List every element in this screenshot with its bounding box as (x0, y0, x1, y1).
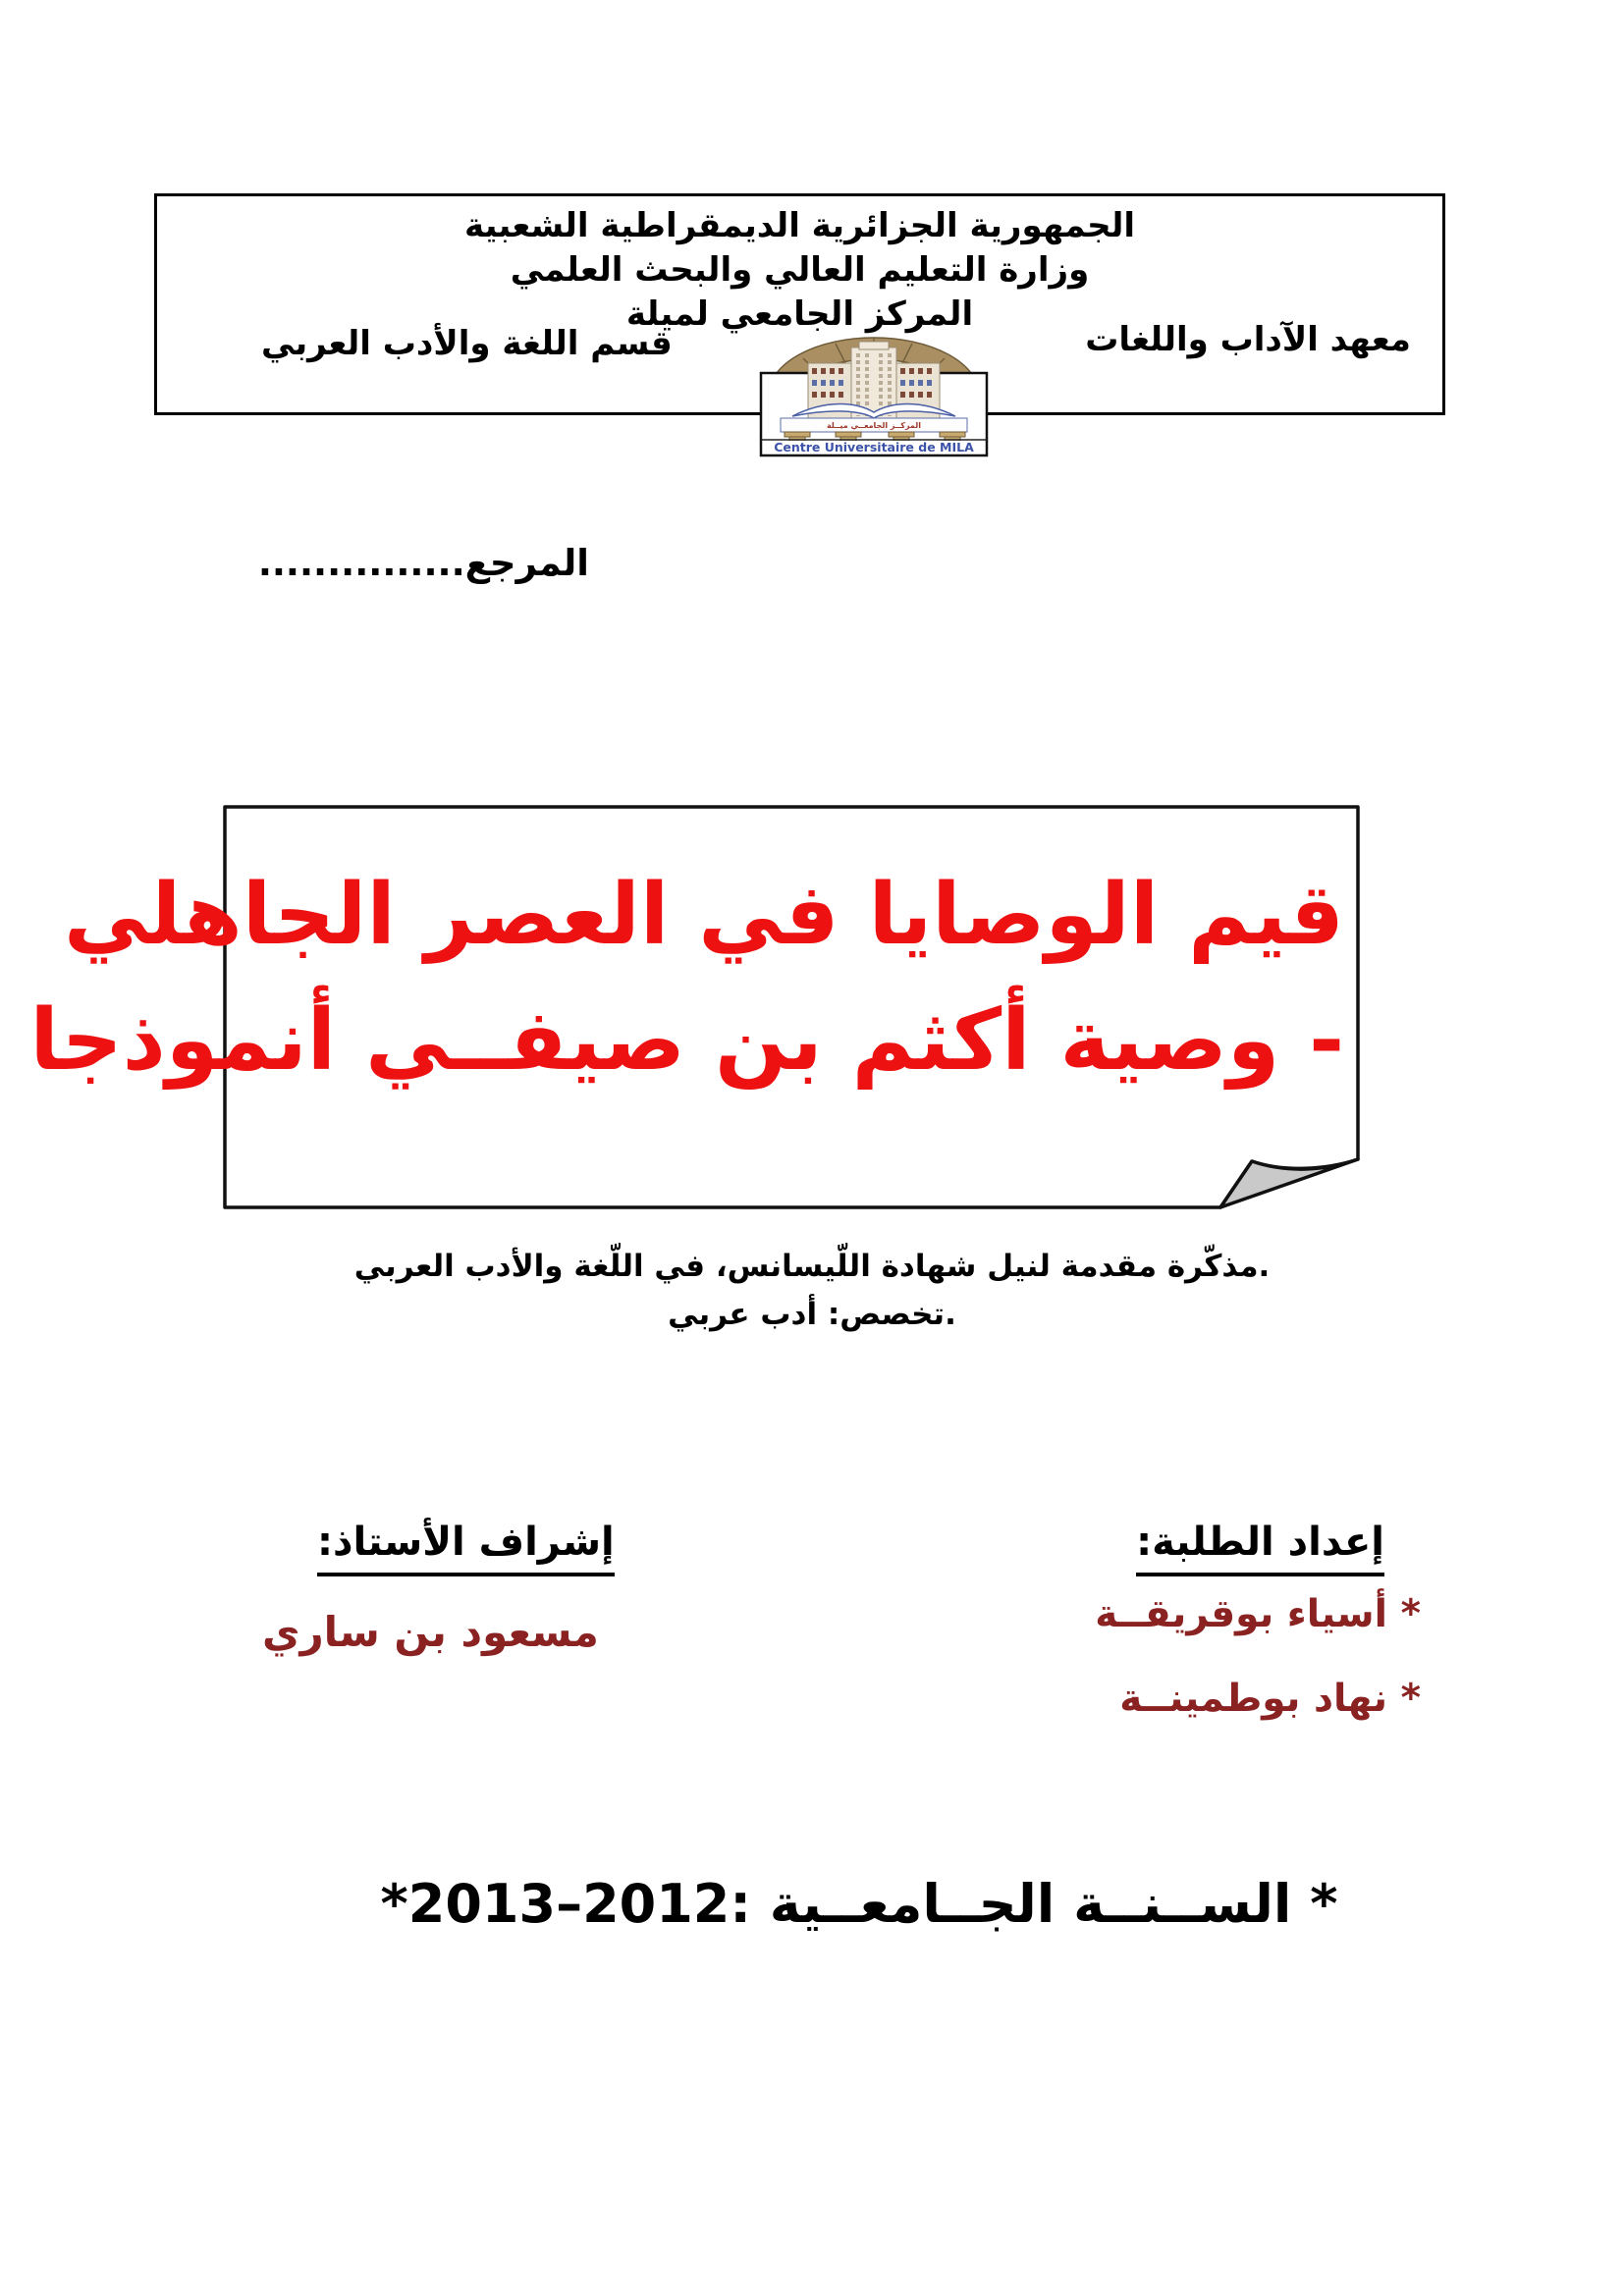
thesis-subtitle (295, 1243, 1329, 1339)
logo-caption: Centre Universitaire de MILA (774, 440, 974, 454)
supervisor-heading: إشراف الأستاذ: (317, 1520, 615, 1576)
academic-year: * الســنــة الجــامعــية :2012–2013* (380, 1873, 1338, 1935)
department-label: قسم اللغة والأدب العربي (261, 324, 673, 363)
subtitle-line1: .مذكّرة مقدمة لنيل شهادة اللّيسانس، في اللّغة والأدب العربي (353, 1249, 1271, 1284)
institute-label: معهد الآداب واللغات (1085, 320, 1411, 359)
students-heading: إعداد الطلبة: (1136, 1520, 1384, 1576)
supervisor-name: مسعود بن ساري (262, 1608, 599, 1656)
thesis-title (29, 852, 1344, 1103)
university-center-line: المركز الجامعي لميلة (625, 294, 974, 334)
thesis-title-line1: قيم الوصايا في العصر الجاهلي (64, 866, 1344, 964)
ministry-line: وزارة التعليم العالي والبحث العلمي (510, 250, 1090, 290)
thesis-title-line2: - وصية أكثم بن صيفــي أنموذجا (29, 991, 1344, 1090)
student-name-1: * أسياء بوقريقــة (1095, 1592, 1421, 1636)
subtitle-line2: .تخصص: أدب عربي (668, 1297, 956, 1332)
university-logo (759, 334, 989, 457)
republic-line: الجمهورية الجزائرية الديمقراطية الشعبية (464, 206, 1135, 245)
student-name-2: * نهاد بوطمينــة (1119, 1677, 1421, 1721)
logo-banner-text: المركــز الجامعــي ميــلة (826, 421, 922, 430)
reference-line: المرجع............... (257, 542, 589, 584)
logo-banner (781, 418, 967, 432)
